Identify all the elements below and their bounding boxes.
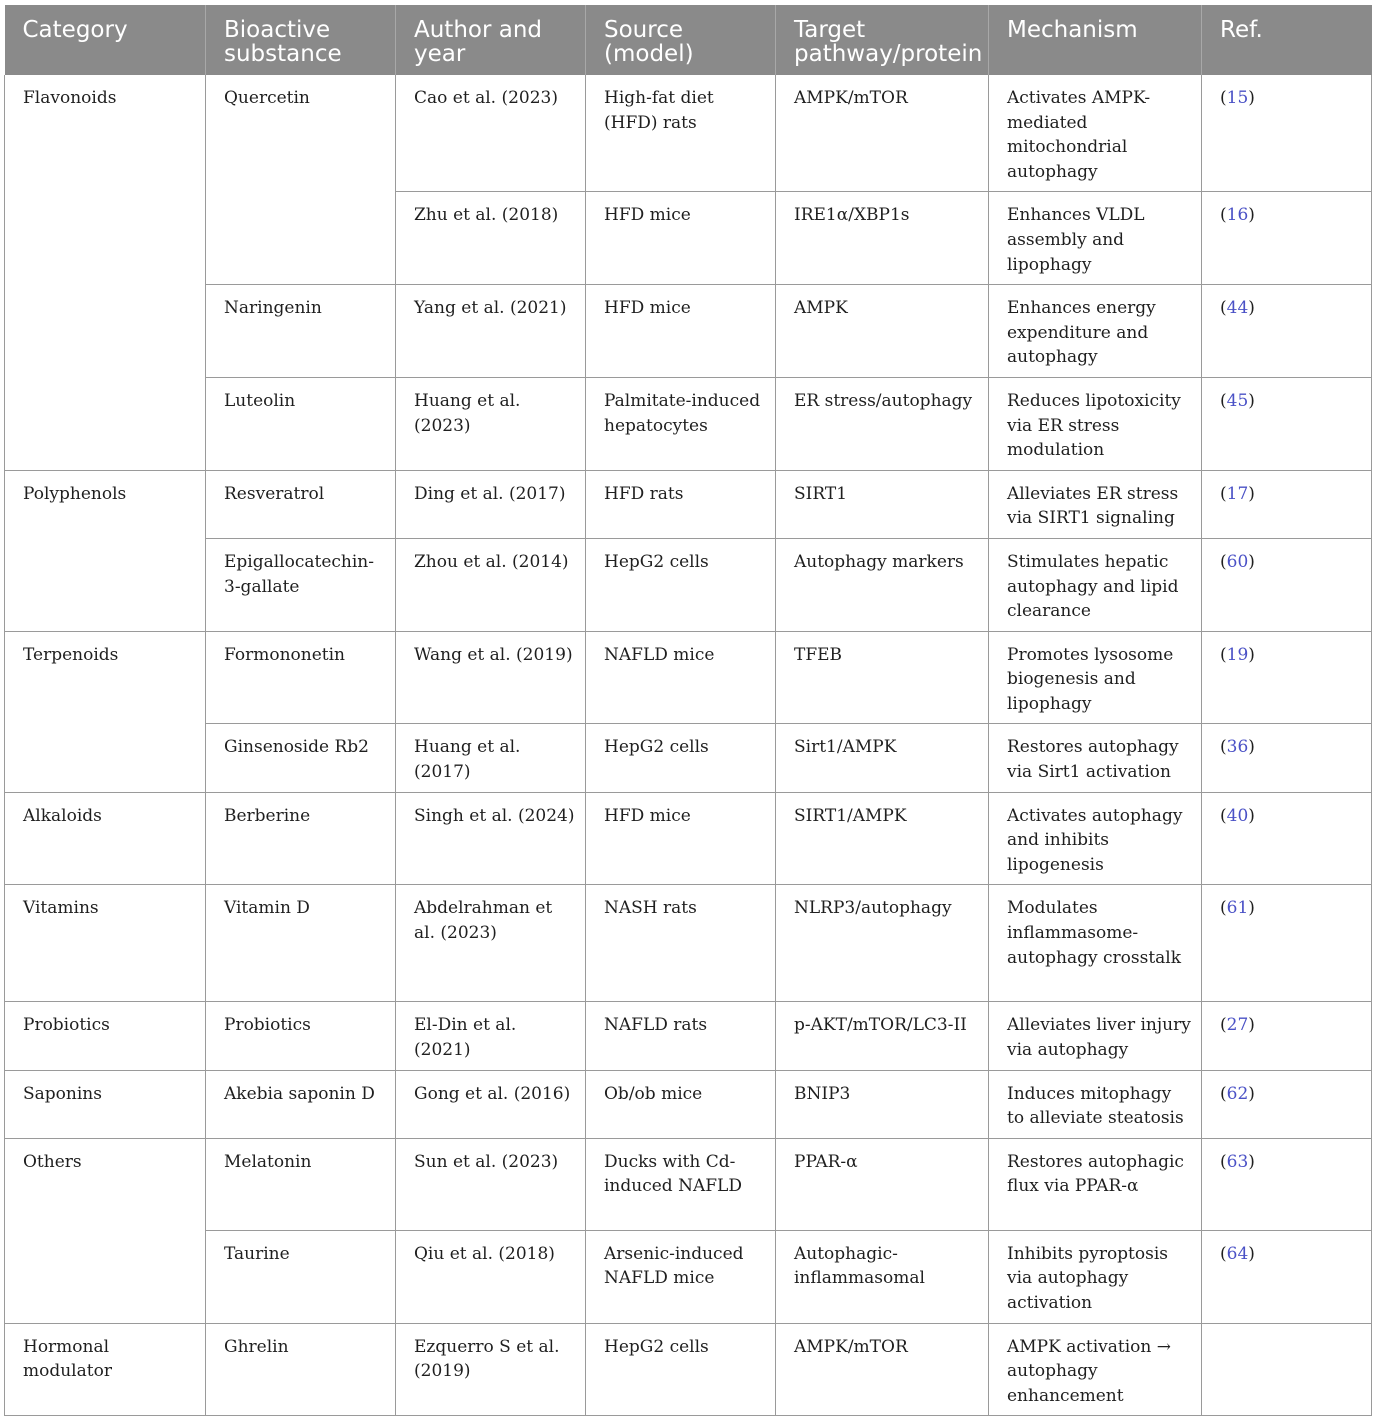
mechanism-cell: Reduces lipotoxicity via ER stress modulation: [989, 377, 1202, 470]
ref-link[interactable]: 60: [1226, 551, 1249, 572]
author-cell: Zhou et al. (2014): [396, 538, 586, 631]
table-row: [5, 724, 1372, 792]
ref-cell: (60): [1202, 538, 1372, 631]
author-cell: El-Din et al. (2021): [396, 1002, 586, 1070]
category-cell: Probiotics: [5, 1002, 206, 1070]
target-cell: Sirt1/AMPK: [776, 724, 989, 792]
category-cell: Polyphenols: [5, 470, 206, 631]
table-header-row: [5, 5, 1372, 75]
source-cell: HFD mice: [586, 192, 776, 285]
column-header-target: Target pathway/protein: [776, 5, 989, 75]
mechanism-cell: Alleviates ER stress via SIRT1 signaling: [989, 470, 1202, 538]
author-cell: Sun et al. (2023): [396, 1138, 586, 1230]
ref-link[interactable]: 62: [1226, 1083, 1249, 1104]
target-cell: NLRP3/autophagy: [776, 885, 989, 1002]
author-cell: Qiu et al. (2018): [396, 1230, 586, 1323]
bioactive-substances-table: [4, 5, 1372, 1416]
source-cell: Ducks with Cd-induced NAFLD: [586, 1138, 776, 1230]
substance-cell: Akebia saponin D: [206, 1070, 396, 1138]
author-cell: Gong et al. (2016): [396, 1070, 586, 1138]
source-cell: High-fat diet (HFD) rats: [586, 75, 776, 192]
column-header-substance: Bioactive substance: [206, 5, 396, 75]
ref-cell: [1202, 1323, 1372, 1416]
column-header-ref: Ref.: [1202, 5, 1372, 75]
category-cell: Hormonal modulator: [5, 1323, 206, 1416]
ref-link[interactable]: 27: [1226, 1015, 1249, 1036]
table-row: [5, 1323, 1372, 1416]
source-cell: HFD mice: [586, 792, 776, 885]
mechanism-cell: Induces mitophagy to alleviate steatosis: [989, 1070, 1202, 1138]
ref-link[interactable]: 63: [1226, 1151, 1249, 1172]
substance-cell: Epigallocatechin-3-gallate: [206, 538, 396, 631]
ref-cell: (63): [1202, 1138, 1372, 1230]
category-cell: Alkaloids: [5, 792, 206, 885]
mechanism-cell: Inhibits pyroptosis via autophagy activation: [989, 1230, 1202, 1323]
ref-cell: (61): [1202, 885, 1372, 1002]
ref-link[interactable]: 15: [1226, 88, 1249, 108]
target-cell: IRE1α/XBP1s: [776, 192, 989, 285]
mechanism-cell: Enhances energy expenditure and autophagy: [989, 285, 1202, 378]
category-cell: Vitamins: [5, 885, 206, 1002]
substance-cell: Ginsenoside Rb2: [206, 724, 396, 792]
table-row: [5, 470, 1372, 538]
table-row: [5, 377, 1372, 470]
ref-cell: (15): [1202, 75, 1372, 192]
author-cell: Wang et al. (2019): [396, 631, 586, 724]
column-header-author: Author and year: [396, 5, 586, 75]
mechanism-cell: Alleviates liver injury via autophagy: [989, 1002, 1202, 1070]
source-cell: HepG2 cells: [586, 538, 776, 631]
mechanism-cell: Promotes lysosome biogenesis and lipophagy: [989, 631, 1202, 724]
ref-cell: (17): [1202, 470, 1372, 538]
target-cell: Autophagic-inflammasomal: [776, 1230, 989, 1323]
author-cell: Ding et al. (2017): [396, 470, 586, 538]
ref-cell: (45): [1202, 377, 1372, 470]
table-row: [5, 285, 1372, 378]
category-cell: Terpenoids: [5, 631, 206, 792]
mechanism-cell: Stimulates hepatic autophagy and lipid clearance: [989, 538, 1202, 631]
source-cell: NASH rats: [586, 885, 776, 1002]
author-cell: Huang et al. (2023): [396, 377, 586, 470]
category-cell: Saponins: [5, 1070, 206, 1138]
category-cell: Others: [5, 1138, 206, 1323]
ref-cell: (36): [1202, 724, 1372, 792]
substance-cell: Melatonin: [206, 1138, 396, 1230]
mechanism-cell: Restores autophagy via Sirt1 activation: [989, 724, 1202, 792]
mechanism-cell: Activates AMPK-mediated mitochondrial autophagy: [989, 75, 1202, 192]
substance-cell: Vitamin D: [206, 885, 396, 1002]
column-header-category: Category: [5, 5, 206, 75]
mechanism-cell: Enhances VLDL assembly and lipophagy: [989, 192, 1202, 285]
substance-cell: Berberine: [206, 792, 396, 885]
substance-cell: Resveratrol: [206, 470, 396, 538]
ref-link[interactable]: 40: [1226, 805, 1249, 826]
author-cell: Cao et al. (2023): [396, 75, 586, 192]
ref-link[interactable]: 61: [1226, 898, 1249, 919]
target-cell: AMPK/mTOR: [776, 1323, 989, 1416]
table-row: [5, 75, 1372, 192]
author-cell: Huang et al. (2017): [396, 724, 586, 792]
target-cell: p-AKT/mTOR/LC3-II: [776, 1002, 989, 1070]
ref-link[interactable]: 64: [1226, 1243, 1249, 1264]
source-cell: Ob/ob mice: [586, 1070, 776, 1138]
target-cell: SIRT1/AMPK: [776, 792, 989, 885]
table-row: [5, 1230, 1372, 1323]
source-cell: Arsenic-induced NAFLD mice: [586, 1230, 776, 1323]
substance-cell: Ghrelin: [206, 1323, 396, 1416]
mechanism-cell: Modulates inflammasome-autophagy crosstalk: [989, 885, 1202, 1002]
ref-link[interactable]: 44: [1226, 298, 1249, 319]
mechanism-cell: Restores autophagic flux via PPAR-α: [989, 1138, 1202, 1230]
substance-cell: Probiotics: [206, 1002, 396, 1070]
table-row: [5, 1138, 1372, 1230]
source-cell: HFD rats: [586, 470, 776, 538]
target-cell: PPAR-α: [776, 1138, 989, 1230]
substance-cell: Taurine: [206, 1230, 396, 1323]
mechanism-cell: AMPK activation → autophagy enhancement: [989, 1323, 1202, 1416]
author-cell: Ezquerro S et al. (2019): [396, 1323, 586, 1416]
ref-link[interactable]: 17: [1226, 483, 1249, 504]
mechanism-cell: Activates autophagy and inhibits lipogenesis: [989, 792, 1202, 885]
ref-cell: (62): [1202, 1070, 1372, 1138]
table-row: [5, 885, 1372, 1002]
author-cell: Zhu et al. (2018): [396, 192, 586, 285]
ref-cell: (19): [1202, 631, 1372, 724]
ref-cell: (16): [1202, 192, 1372, 285]
substance-cell: Quercetin: [206, 75, 396, 285]
table-row: [5, 631, 1372, 724]
author-cell: Yang et al. (2021): [396, 285, 586, 378]
ref-cell: (64): [1202, 1230, 1372, 1323]
target-cell: ER stress/autophagy: [776, 377, 989, 470]
author-cell: Singh et al. (2024): [396, 792, 586, 885]
ref-link[interactable]: 19: [1226, 644, 1249, 665]
source-cell: HFD mice: [586, 285, 776, 378]
target-cell: Autophagy markers: [776, 538, 989, 631]
substance-cell: Luteolin: [206, 377, 396, 470]
ref-link[interactable]: 45: [1226, 390, 1249, 411]
ref-link[interactable]: 36: [1226, 737, 1249, 758]
target-cell: AMPK/mTOR: [776, 75, 989, 192]
author-cell: Abdelrahman et al. (2023): [396, 885, 586, 1002]
table-row: [5, 1070, 1372, 1138]
ref-cell: (40): [1202, 792, 1372, 885]
table-row: [5, 792, 1372, 885]
ref-cell: (27): [1202, 1002, 1372, 1070]
substance-cell: Naringenin: [206, 285, 396, 378]
target-cell: BNIP3: [776, 1070, 989, 1138]
target-cell: AMPK: [776, 285, 989, 378]
category-cell: Flavonoids: [5, 75, 206, 470]
table-row: [5, 538, 1372, 631]
ref-link[interactable]: 16: [1226, 205, 1249, 226]
target-cell: TFEB: [776, 631, 989, 724]
table-row: [5, 1002, 1372, 1070]
column-header-source: Source (model): [586, 5, 776, 75]
substance-cell: Formononetin: [206, 631, 396, 724]
column-header-mechanism: Mechanism: [989, 5, 1202, 75]
target-cell: SIRT1: [776, 470, 989, 538]
source-cell: HepG2 cells: [586, 724, 776, 792]
source-cell: NAFLD mice: [586, 631, 776, 724]
source-cell: Palmitate-induced hepatocytes: [586, 377, 776, 470]
ref-cell: (44): [1202, 285, 1372, 378]
source-cell: HepG2 cells: [586, 1323, 776, 1416]
source-cell: NAFLD rats: [586, 1002, 776, 1070]
